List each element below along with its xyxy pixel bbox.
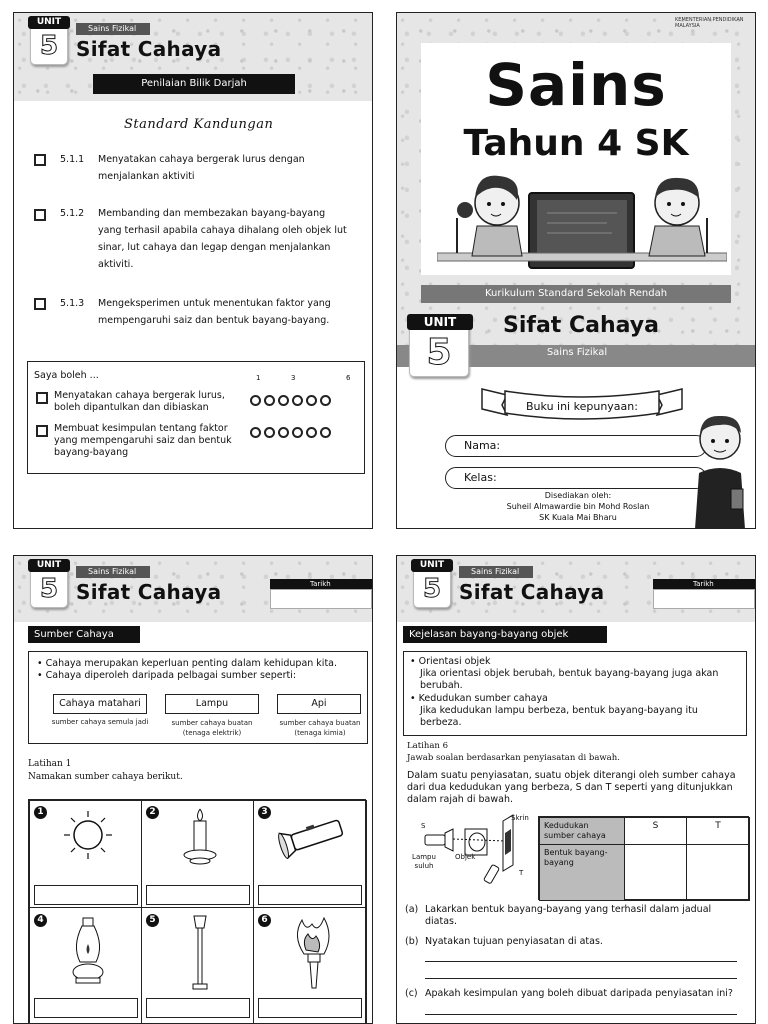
table-col-t: T [686, 817, 750, 845]
sun-icon [62, 809, 114, 861]
subject-label: Sains Fizikal [546, 347, 608, 358]
unit-label: UNIT [407, 314, 473, 330]
source-box-lamp: Lampu [165, 694, 259, 714]
unit-badge [413, 560, 451, 608]
number-badge: 5 [146, 914, 159, 927]
page-shadow-clarity [396, 555, 756, 1024]
bullet-text: Cahaya diperoleh daripada pelbagai sumber seperti: [45, 670, 297, 681]
answer-line[interactable] [425, 961, 737, 962]
standard-heading: Standard Kandungan [124, 117, 274, 132]
grid-cell [141, 907, 254, 1024]
page-cover [396, 12, 756, 529]
unit-number: 5 [422, 574, 442, 604]
owner-banner-text: Buku ini kepunyaan: [526, 400, 638, 413]
assessment-item: Membuat kesimpulan tentang faktor yang mempengaruhi saiz dan bentuk bayang-bayang [54, 423, 232, 458]
shadow-cell-s[interactable] [624, 844, 687, 901]
grid-cell [253, 907, 367, 1024]
rating-circles-2[interactable] [250, 423, 334, 442]
standard-code: 5.1.2 [60, 208, 85, 219]
results-table [538, 816, 749, 900]
date-label: Tarikh [270, 579, 372, 589]
standard-checkbox-1[interactable] [34, 154, 46, 166]
point-1: • Orientasi objek [410, 656, 491, 667]
label-screen: Skrin [511, 814, 529, 822]
class-field[interactable]: Kelas: [445, 467, 707, 489]
grid-cell [29, 907, 142, 1024]
info-box [403, 651, 747, 736]
label-t: T [519, 869, 524, 877]
unit-badge [30, 560, 68, 608]
rating-circle[interactable] [320, 395, 331, 406]
assessment-item: Menyatakan cahaya bergerak lurus, boleh dipantulkan dan dibiaskan [54, 390, 225, 413]
bullet-text: Cahaya merupakan keperluan penting dalam kehidupan kita. [45, 658, 338, 669]
grid-cell [29, 800, 142, 908]
source-note: sumber cahaya buatan (tenaga elektrik) [171, 719, 253, 737]
number-badge: 2 [146, 806, 159, 819]
answer-box[interactable] [258, 998, 362, 1018]
rating-circle[interactable] [306, 427, 317, 438]
prepared-by-label: Disediakan oleh: [544, 491, 612, 500]
subject-label: Sains Fizikal [76, 23, 150, 35]
scale-label: 3 [291, 374, 296, 382]
rating-circles-1[interactable] [250, 391, 334, 410]
question-label: (c) [405, 988, 418, 999]
source-box-sun: Cahaya matahari [53, 694, 147, 714]
unit-label: UNIT [411, 559, 453, 572]
cover-subtitle: Tahun 4 SK [463, 123, 689, 164]
rating-circle[interactable] [306, 395, 317, 406]
answer-box[interactable] [146, 998, 250, 1018]
assessment-checkbox-2[interactable] [36, 425, 48, 437]
grid-cell [253, 800, 367, 908]
number-badge: 4 [34, 914, 47, 927]
bullet-1: • Cahaya merupakan keperluan penting dalam kehidupan kita. [37, 658, 338, 669]
shadow-cell-t[interactable] [686, 844, 750, 901]
unit-badge [30, 17, 68, 65]
label-object: Objek [455, 853, 476, 861]
standard-code: 5.1.1 [60, 154, 85, 165]
rating-circle[interactable] [320, 427, 331, 438]
unit-label: UNIT [28, 16, 70, 29]
students-computer-illustration [437, 168, 727, 278]
answer-box[interactable] [34, 998, 138, 1018]
date-input[interactable] [653, 589, 755, 609]
rating-circle[interactable] [250, 427, 261, 438]
exercise-instruction: Jawab soalan berdasarkan penyiasatan di bawah. [407, 753, 620, 763]
answer-box[interactable] [258, 885, 362, 905]
standard-text: Membanding dan membezakan bayang-bayang yang terhasil apabila cahaya dihalang oleh objek lut sinar, lut cahaya dan legap dengan menjalankan aktiviti. [98, 208, 347, 270]
date-label: Tarikh [653, 579, 755, 589]
date-input[interactable] [270, 589, 372, 609]
self-assessment-box [27, 361, 365, 474]
rating-circle[interactable] [250, 395, 261, 406]
rating-circle[interactable] [264, 427, 275, 438]
unit-number: 5 [39, 31, 59, 61]
source-note: sumber cahaya buatan (tenaga kimia) [279, 719, 361, 737]
grid-cell [141, 800, 254, 908]
page-light-sources [13, 555, 373, 1024]
label-s: S [421, 822, 426, 830]
subject-label: Sains Fizikal [459, 566, 533, 578]
question-text: Nyatakan tujuan penyiasatan di atas. [425, 936, 603, 947]
unit-badge [409, 315, 469, 377]
standard-code: 5.1.3 [60, 298, 85, 309]
name-field[interactable]: Nama: [445, 435, 707, 457]
curriculum-banner: Kurikulum Standard Sekolah Rendah [421, 285, 731, 303]
author-name: Suheil Almawardie bin Mohd Roslan [506, 502, 650, 511]
table-header-position: Kedudukan sumber cahaya [539, 817, 625, 845]
oil-lamp-icon [68, 916, 108, 986]
torch-icon [284, 914, 344, 990]
subject-label: Sains Fizikal [76, 566, 150, 578]
section-title: Sumber Cahaya [28, 626, 140, 643]
point-2: • Kedudukan sumber cahaya [410, 693, 548, 704]
answer-line[interactable] [425, 978, 737, 979]
standard-checkbox-3[interactable] [34, 298, 46, 310]
standard-text: Mengeksperimen untuk menentukan faktor yang mempengaruhi saiz dan bentuk bayang-bayang. [98, 298, 331, 326]
info-box [28, 651, 368, 744]
assessment-checkbox-1[interactable] [36, 392, 48, 404]
section-title: Kejelasan bayang-bayang objek [403, 626, 607, 643]
answer-box[interactable] [34, 885, 138, 905]
unit-label: UNIT [28, 559, 70, 572]
point-title: Kedudukan sumber cahaya [418, 693, 548, 704]
question-label: (a) [405, 904, 419, 915]
candle-icon [180, 805, 220, 867]
point-title: Orientasi objek [418, 656, 491, 667]
rating-circle[interactable] [278, 395, 289, 406]
exercise-title: Latihan 6 [407, 741, 448, 751]
unit-title: Sifat Cahaya [76, 37, 222, 61]
unit-title: Sifat Cahaya [459, 580, 605, 604]
source-note: sumber cahaya semula jadi [51, 718, 149, 726]
scale-label: 1 [256, 374, 261, 382]
number-badge: 1 [34, 806, 47, 819]
credits [437, 490, 719, 523]
school-name: SK Kuala Mai Bharu [539, 513, 617, 522]
number-badge: 6 [258, 914, 271, 927]
question-label: (b) [405, 936, 419, 947]
source-box-fire: Api [277, 694, 361, 714]
bullet-2: • Cahaya diperoleh daripada pelbagai sumber seperti: [37, 670, 297, 681]
rating-circle[interactable] [292, 395, 303, 406]
table-header-shadow: Bentuk bayang-bayang [539, 844, 625, 901]
standard-text: Menyatakan cahaya bergerak lurus dengan menjalankan aktiviti [98, 154, 305, 182]
answer-line[interactable] [425, 1014, 737, 1015]
point-text: Jika orientasi objek berubah, bentuk bayang-bayang juga akan berubah. [420, 668, 719, 691]
ministry-logo-text: KEMENTERIAN PENDIDIKAN MALAYSIA [675, 17, 744, 29]
question-text: Apakah kesimpulan yang boleh dibuat daripada penyiasatan ini? [425, 988, 733, 999]
unit-number: 5 [39, 574, 59, 604]
unit-title: Sifat Cahaya [76, 580, 222, 604]
rating-circle[interactable] [292, 427, 303, 438]
label-lamp: Lampu suluh [412, 853, 436, 870]
cover-title: Sains [485, 51, 667, 119]
question-text: Lakarkan bentuk bayang-bayang yang terhasil dalam jadual diatas. [425, 904, 712, 927]
rating-circle[interactable] [264, 395, 275, 406]
unit-title: Sifat Cahaya [503, 313, 659, 338]
street-lamp-icon [188, 912, 212, 992]
rating-circle[interactable] [278, 427, 289, 438]
exercise-grid [28, 799, 366, 1024]
page-assessment [13, 12, 373, 529]
answer-box[interactable] [146, 885, 250, 905]
standard-checkbox-2[interactable] [34, 209, 46, 221]
number-badge: 3 [258, 806, 271, 819]
unit-number: 5 [426, 332, 452, 373]
exercise-instruction: Namakan sumber cahaya berikut. [28, 772, 183, 782]
exercise-title: Latihan 1 [28, 759, 72, 769]
intro-text: Dalam suatu penyiasatan, suatu objek diterangi oleh sumber cahaya dari dua kedudukan yang berbeza, S dan T seperti yang ditunjukkan dalam rajah di bawah. [407, 770, 736, 805]
scale-label: 6 [346, 374, 351, 382]
table-col-s: S [624, 817, 687, 845]
assessment-lead: Saya boleh ... [34, 370, 99, 381]
assessment-banner: Penilaian Bilik Darjah [93, 74, 295, 94]
point-text: Jika kedudukan lampu berbeza, bentuk bayang-bayang itu berbeza. [420, 705, 698, 728]
flashlight-icon [274, 813, 354, 859]
boy-illustration [687, 411, 753, 529]
